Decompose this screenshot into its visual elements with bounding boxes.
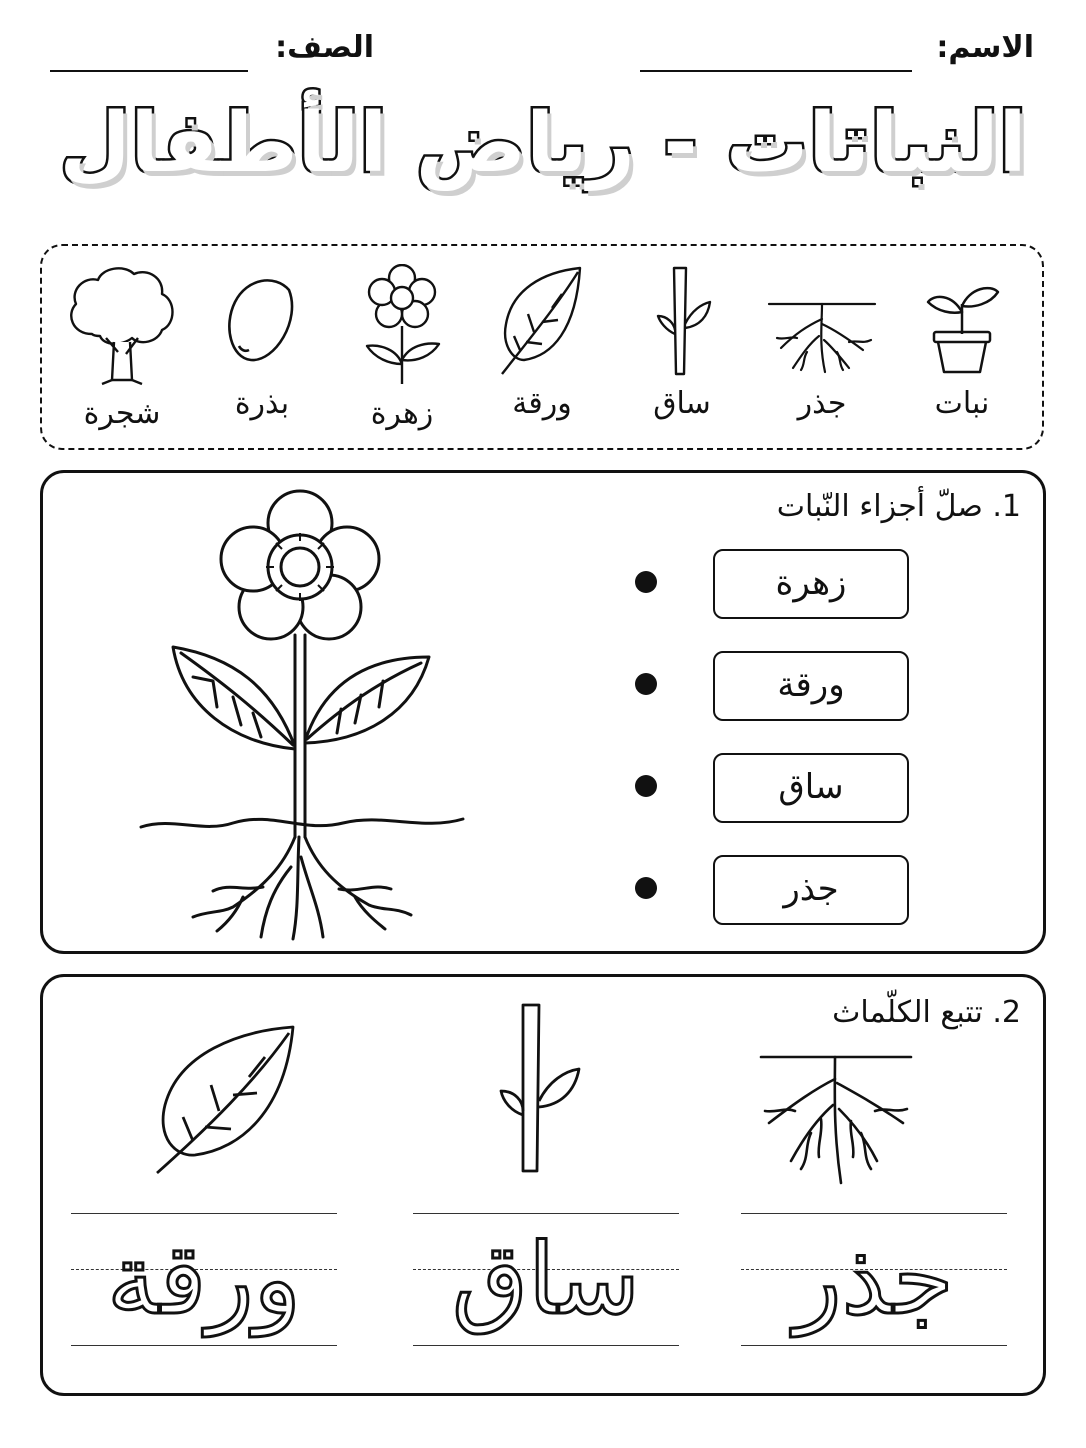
name-label: الاسم: (936, 30, 1034, 65)
leaf-icon (149, 1021, 309, 1181)
match-dot[interactable] (635, 571, 657, 593)
roots-icon (767, 264, 877, 376)
exercise-2-title (832, 995, 1021, 1030)
guide-line-bottom (71, 1345, 337, 1346)
match-word-box[interactable]: ورقة (713, 651, 909, 721)
exercise-2-number: 2. (992, 995, 1021, 1030)
vocab-label: بذرة (234, 386, 290, 421)
match-dot[interactable] (635, 775, 657, 797)
class-label: الصف: (275, 30, 374, 65)
vocab-item-plant (902, 264, 1022, 421)
vocab-item-leaf (482, 264, 602, 421)
guide-line-top (71, 1213, 337, 1214)
trace-word: جذر (794, 1223, 954, 1337)
vocab-label: ساق (653, 386, 711, 421)
guide-line-top (413, 1213, 679, 1214)
vocab-label: شجرة (83, 396, 161, 431)
trace-area-leaf[interactable] (71, 1211, 337, 1351)
guide-line-bottom (741, 1345, 1007, 1346)
vocab-item-stem (622, 264, 742, 421)
guide-line-bottom (413, 1345, 679, 1346)
page-title: النباتات - رياض الأطفال (59, 96, 1027, 191)
vocab-label: جذر (797, 386, 847, 421)
exercise-1-panel (40, 470, 1046, 954)
match-word-box[interactable]: زهرة (713, 549, 909, 619)
vocab-item-seed (202, 264, 322, 421)
vocab-label: ورقة (512, 386, 572, 421)
match-word-box[interactable]: جذر (713, 855, 909, 925)
potted-plant-icon (912, 264, 1012, 376)
flower-icon (357, 264, 447, 386)
roots-icon (755, 1049, 915, 1189)
class-field[interactable] (50, 70, 248, 72)
vocab-item-root (762, 264, 882, 421)
vocab-item-tree (62, 264, 182, 431)
exercise-2-text: تتبع الكلّماث (832, 995, 983, 1030)
exercise-2-panel (40, 974, 1046, 1396)
name-field[interactable] (640, 70, 912, 72)
exercise-1-text: صلّ أجزاء النّبات (776, 489, 983, 524)
stem-icon (493, 1001, 593, 1177)
leaf-icon (492, 264, 592, 376)
exercise-1-title (777, 489, 1021, 524)
seed-icon (217, 264, 307, 376)
vocab-label: نبات (934, 386, 990, 421)
vocab-label: زهرة (370, 396, 434, 431)
trace-area-root[interactable] (741, 1211, 1007, 1351)
guide-line-top (741, 1213, 1007, 1214)
exercise-1-number: 1. (992, 489, 1021, 524)
trace-area-stem[interactable] (413, 1211, 679, 1351)
trace-word: ورقة (106, 1223, 302, 1337)
stem-icon (642, 264, 722, 376)
trace-word: ساق (451, 1223, 640, 1337)
plant-diagram (133, 487, 473, 947)
match-dot[interactable] (635, 673, 657, 695)
vocab-item-flower (342, 264, 462, 431)
tree-icon (62, 264, 182, 386)
match-dot[interactable] (635, 877, 657, 899)
vocabulary-box (40, 244, 1044, 450)
match-word-box[interactable]: ساق (713, 753, 909, 823)
